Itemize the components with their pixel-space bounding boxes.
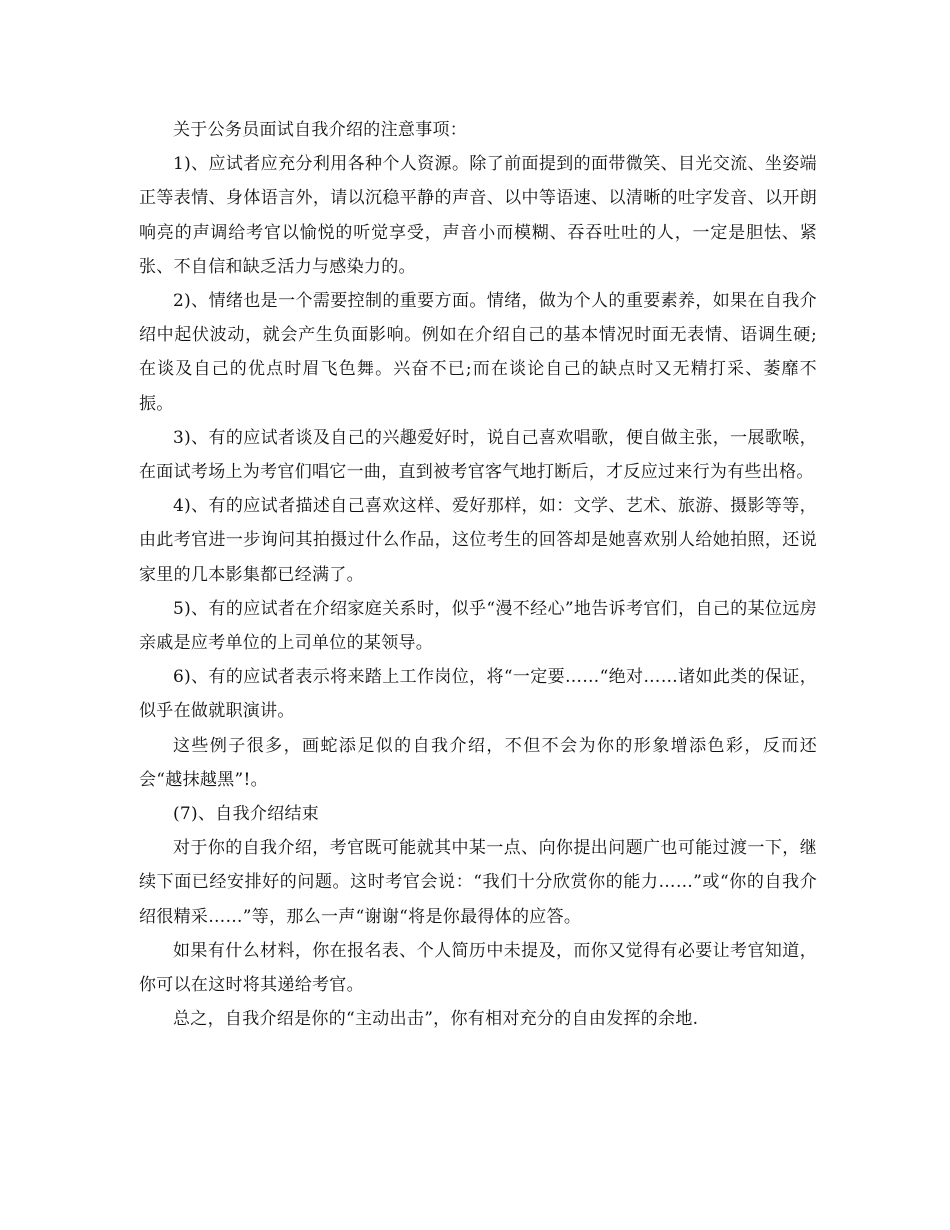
paragraph-examples-summary: 这些例子很多，画蛇添足似的自我介绍，不但不会为你的形象增添色彩，反而还会“越抹越黑”!。 xyxy=(139,735,817,790)
paragraph-materials: 如果有什么材料，你在报名表、个人简历中未提及，而你又觉得有必要让考官知道，你可以在这时将其递给考官。 xyxy=(139,940,817,996)
paragraph-section-7-body: 对于你的自我介绍，考官既可能就其中某一点、向你提出问题广也可能过渡一下，继续下面已经安排好的问题。这时考官会说：“我们十分欣赏你的能力……”或“你的自我介绍很精采……”等，那么一声“谢谢“将是你最得体的应答。 xyxy=(139,838,817,927)
paragraph-item-6: 6)、有的应试者表示将来踏上工作岗位，将“一定要……“绝对……诸如此类的保证，似乎在做就职演讲。 xyxy=(139,667,817,722)
paragraph-heading: 关于公务员面试自我介绍的注意事项： xyxy=(173,120,468,140)
paragraph-conclusion: 总之，自我介绍是你的“主动出击”，你有相对充分的自由发挥的余地. xyxy=(173,1009,699,1030)
paragraph-item-5: 5)、有的应试者在介绍家庭关系时，似乎“漫不经心”地告诉考官们，自己的某位远房亲戚是应考单位的上司单位的某领导。 xyxy=(139,598,817,654)
paragraph-item-1: 1)、应试者应充分利用各种个人资源。除了前面提到的面带微笑、目光交流、坐姿端正等表情、身体语言外，请以沉稳平静的声音、以中等语速、以清晰的吐字发音、以开朗响亮的声调给考官以愉悦的听觉享受，声音小而模糊、吞吞吐吐的人，一定是胆怯、紧张、不自信和缺乏活力与感染力的。 xyxy=(139,154,817,277)
paragraph-item-3: 3)、有的应试者谈及自己的兴趣爱好时，说自己喜欢唱歌，便自做主张，一展歌喉，在面试考场上为考官们唱它一曲，直到被考官客气地打断后，才反应过来行为有些出格。 xyxy=(139,427,817,483)
paragraph-item-2: 2)、情绪也是一个需要控制的重要方面。情绪，做为个人的重要素养，如果在自我介绍中起伏波动，就会产生负面影响。例如在介绍自己的基本情况时面无表情、语调生硬;在谈及自己的优点时眉飞色舞。兴奋不已;而在谈论自己的缺点时又无精打采、萎靡不振。 xyxy=(139,291,817,414)
paragraph-section-7-title: (7)、自我介绍结束 xyxy=(173,804,320,825)
paragraph-item-4: 4)、有的应试者描述自己喜欢这样、爱好那样，如：文学、艺术、旅游、摄影等等，由此考官进一步询问其拍摄过什么作品，这位考生的回答却是她喜欢别人给她拍照，还说家里的几本影集都已经满了。 xyxy=(139,496,817,585)
document-body xyxy=(139,113,817,1036)
